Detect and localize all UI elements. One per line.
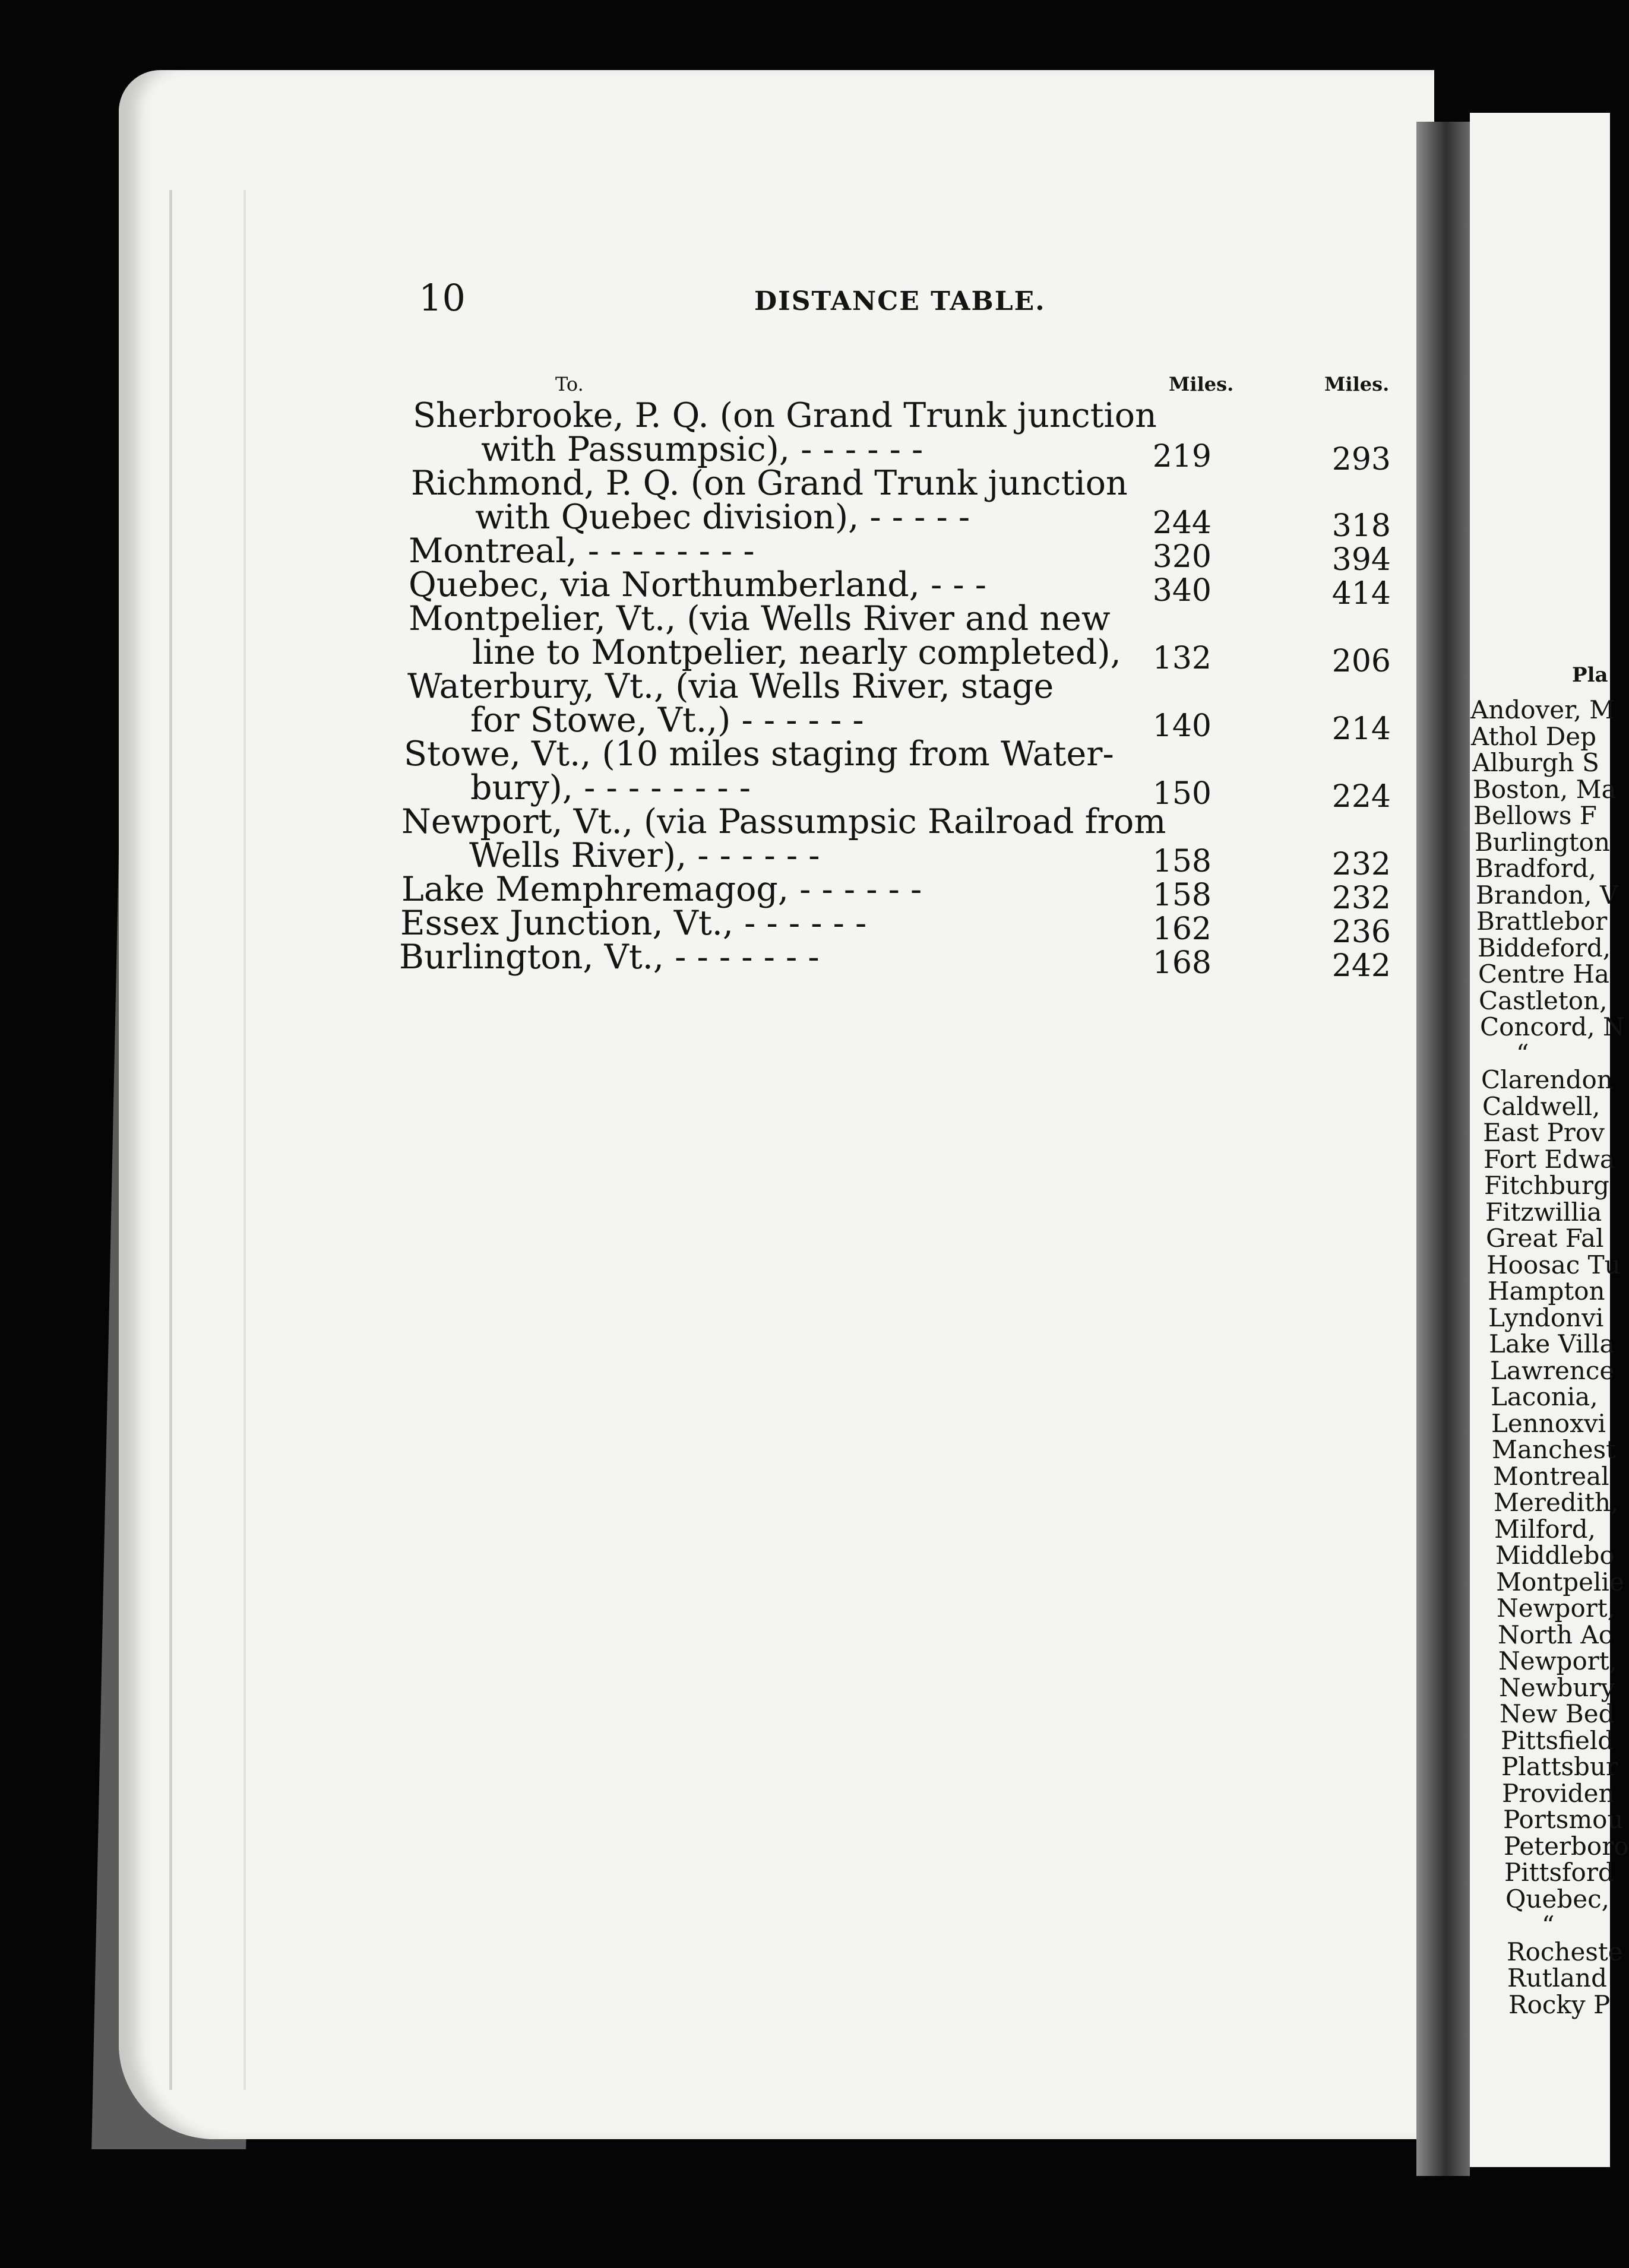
table-line: Waterbury, Vt., (via Wells River, stage: [407, 667, 1054, 706]
left-page: [119, 70, 1434, 2139]
table-line: Sherbrooke, P. Q. (on Grand Trunk junction: [413, 396, 1157, 435]
facing-page-entry: Concord, N: [1480, 1012, 1625, 1041]
table-line: Montpelier, Vt., (via Wells River and new: [409, 599, 1111, 638]
facing-page-entry: Montpelie: [1496, 1567, 1624, 1597]
facing-page-entry: Castleton,: [1479, 986, 1608, 1015]
distance-miles-2: 236: [1331, 914, 1391, 950]
facing-page-entry: Portsmou: [1503, 1805, 1624, 1834]
column-header-miles-2: Miles.: [1324, 373, 1390, 395]
facing-page-entry: Caldwell,: [1482, 1092, 1600, 1121]
table-line: Richmond, P. Q. (on Grand Trunk junction: [411, 464, 1128, 503]
ditto-mark: “: [1542, 1911, 1555, 1940]
facing-page-entry: Lake Villa: [1489, 1329, 1615, 1358]
ditto-mark: “: [1516, 1039, 1529, 1068]
page-number: 10: [419, 276, 466, 319]
facing-page-entry: Milford,: [1494, 1515, 1596, 1544]
facing-page-entry: Fort Edwa: [1484, 1145, 1615, 1174]
facing-page-entry: Newport,: [1498, 1646, 1618, 1675]
distance-miles-2: 293: [1331, 442, 1391, 477]
facing-page-entry: Rocheste: [1507, 1937, 1623, 1966]
distance-miles-1: 244: [1152, 505, 1212, 541]
distance-miles-1: 158: [1152, 844, 1212, 879]
facing-page-entry: Biddeford,: [1478, 933, 1611, 962]
distance-miles-2: 206: [1331, 644, 1391, 679]
facing-page-entry: Centre Ha: [1478, 959, 1609, 989]
facing-page-entry: Bellows F: [1473, 801, 1597, 830]
table-line: Quebec, via Northumberland, - - -: [409, 565, 987, 604]
distance-miles-2: 394: [1331, 542, 1391, 578]
table-line: Essex Junction, Vt., - - - - - -: [400, 904, 867, 943]
facing-page-entry: Hoosac Tu: [1486, 1250, 1621, 1279]
facing-page-column-header: Pla: [1572, 663, 1608, 687]
facing-page-entry: Newbury: [1499, 1673, 1615, 1702]
facing-page-entry: North Ac: [1498, 1620, 1613, 1649]
facing-page-entry: Pittsfield: [1501, 1726, 1614, 1755]
facing-page-entry: Fitzwillia: [1485, 1198, 1602, 1227]
facing-page-entry: East Prov: [1483, 1118, 1605, 1147]
facing-page-entry: Peterboro: [1504, 1832, 1629, 1861]
distance-miles-1: 132: [1152, 641, 1212, 676]
facing-page-entry: Athol Dep: [1471, 722, 1597, 751]
table-line: with Passumpsic), - - - - - -: [481, 430, 923, 469]
column-header-miles-1: Miles.: [1169, 373, 1234, 395]
facing-page-entry: Hampton: [1488, 1276, 1605, 1306]
distance-miles-2: 242: [1331, 948, 1391, 984]
table-line: Newport, Vt., (via Passumpsic Railroad from: [401, 802, 1166, 841]
distance-miles-2: 232: [1331, 880, 1391, 916]
facing-page-entry: Lennoxvi: [1491, 1409, 1606, 1438]
facing-page-entry: Pittsford: [1504, 1858, 1614, 1887]
distance-miles-1: 158: [1152, 878, 1212, 913]
facing-page-entry: Rutland: [1507, 1963, 1607, 1993]
distance-miles-1: 150: [1152, 776, 1212, 812]
facing-page-entry: Middlebo: [1495, 1541, 1615, 1570]
distance-miles-1: 320: [1152, 539, 1212, 575]
table-line: Montreal, - - - - - - - -: [409, 531, 755, 571]
distance-miles-1: 140: [1152, 708, 1212, 744]
facing-page-entry: Lyndonvi: [1488, 1303, 1604, 1332]
facing-page-entry: Fitchburg: [1484, 1171, 1609, 1200]
page-edges: [169, 190, 246, 2090]
facing-page-entry: Laconia,: [1491, 1382, 1598, 1411]
facing-page-entry: Plattsbur: [1501, 1752, 1618, 1781]
distance-miles-1: 162: [1152, 911, 1212, 947]
facing-page-entry: Burlington: [1475, 828, 1611, 857]
table-line: with Quebec division), - - - - -: [475, 498, 970, 537]
facing-page-entry: Great Fal: [1486, 1224, 1604, 1253]
facing-page-entry: Alburgh S: [1472, 748, 1599, 777]
facing-page-entry: Montreal: [1493, 1462, 1609, 1491]
distance-miles-2: 318: [1331, 508, 1391, 544]
table-line: Burlington, Vt., - - - - - - -: [399, 937, 820, 977]
facing-page-entry: Rocky P: [1508, 1990, 1611, 2019]
table-line: for Stowe, Vt.,) - - - - - -: [470, 701, 864, 740]
column-header-to: To.: [555, 373, 584, 395]
facing-page-entry: New Bed: [1500, 1699, 1615, 1728]
running-head: DISTANCE TABLE.: [754, 286, 1046, 316]
facing-page-entry: Bradford,: [1475, 854, 1597, 883]
facing-page-entry: Andover, M: [1470, 695, 1615, 724]
distance-miles-2: 232: [1331, 847, 1391, 882]
table-line: Wells River), - - - - - -: [469, 836, 820, 875]
distance-miles-1: 219: [1152, 439, 1212, 474]
distance-miles-2: 224: [1331, 779, 1391, 815]
facing-page-entry: Lawrence: [1490, 1356, 1615, 1385]
table-line: Stowe, Vt., (10 miles staging from Water-: [404, 734, 1114, 774]
table-line: line to Montpelier, nearly completed),: [472, 633, 1121, 672]
facing-page-entry: Clarendon: [1481, 1065, 1613, 1094]
facing-page-entry: Newport,: [1497, 1594, 1616, 1623]
distance-miles-1: 340: [1152, 573, 1212, 609]
distance-miles-2: 214: [1331, 711, 1391, 747]
facing-page-entry: Meredith,: [1494, 1488, 1619, 1517]
facing-page-entry: Brattlebor: [1476, 907, 1608, 936]
distance-miles-2: 414: [1331, 576, 1391, 612]
facing-page-entry: Manchest: [1492, 1435, 1616, 1464]
facing-page-entry: Brandon, V: [1476, 880, 1618, 910]
distance-miles-1: 168: [1152, 945, 1212, 981]
facing-page-entry: Boston, Ma: [1473, 775, 1617, 804]
facing-page-entry: Providen: [1502, 1779, 1615, 1808]
facing-page-entry: Quebec,: [1505, 1884, 1609, 1914]
table-line: bury), - - - - - - - -: [470, 768, 751, 807]
book-gutter: [1416, 122, 1470, 2176]
table-line: Lake Memphremagog, - - - - - -: [401, 870, 922, 909]
